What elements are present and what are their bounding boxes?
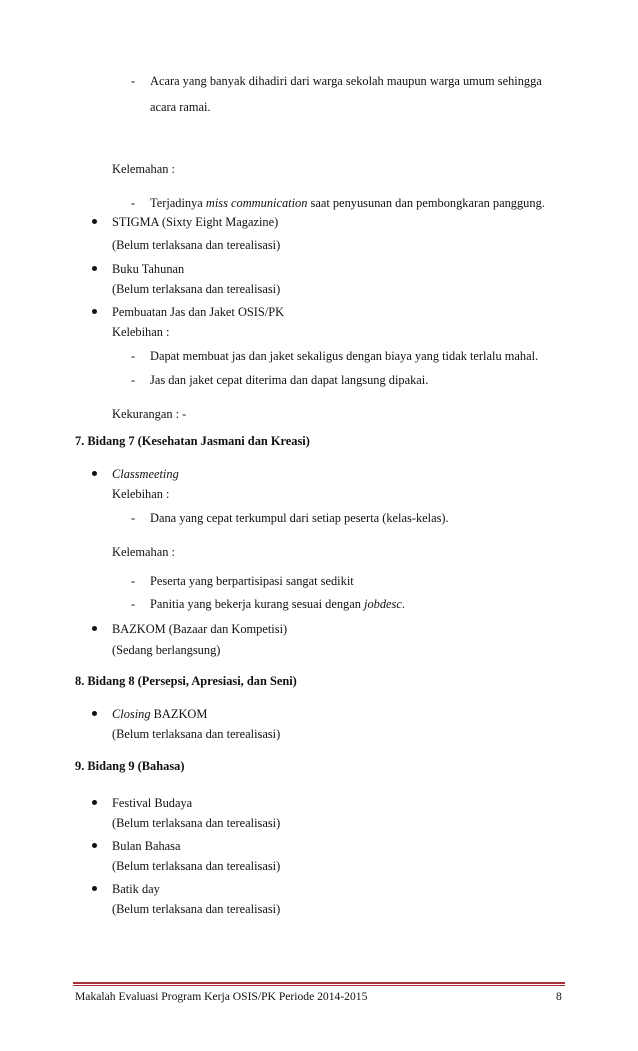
bullet-icon <box>92 886 97 891</box>
bullet-icon <box>92 219 97 224</box>
dash-marker: - <box>131 349 136 363</box>
dash-marker: - <box>131 597 136 611</box>
closing-status: (Belum terlaksana dan terealisasi) <box>112 727 281 741</box>
dash-marker: - <box>131 196 136 210</box>
buku-status: (Belum terlaksana dan terealisasi) <box>112 282 281 296</box>
kelebihan-label: Kelebihan : <box>112 487 170 501</box>
kelemahan-item: Terjadinya miss communication saat penyusunan dan pembongkaran panggung. <box>150 196 545 210</box>
bidang7-heading: 7. Bidang 7 (Kesehatan Jasmani dan Kreasi) <box>75 434 310 448</box>
bidang8-heading: 8. Bidang 8 (Persepsi, Apresiasi, dan Seni) <box>75 674 297 688</box>
bazkom-title: BAZKOM (Bazaar dan Kompetisi) <box>112 622 288 636</box>
bullet-icon <box>92 471 97 476</box>
bullet-icon <box>92 711 97 716</box>
bullet-icon <box>92 800 97 805</box>
festival-status: (Belum terlaksana dan terealisasi) <box>112 816 281 830</box>
kelemahan-label: Kelemahan : <box>112 545 175 559</box>
classmeeting-kelebihan-1: Dana yang cepat terkumpul dari setiap peserta (kelas-kelas). <box>150 511 449 525</box>
buku-title: Buku Tahunan <box>112 262 185 276</box>
bullet-icon <box>92 626 97 631</box>
festival-title: Festival Budaya <box>112 796 193 810</box>
intro-line-2: acara ramai. <box>150 100 211 114</box>
kekurangan-label: Kekurangan : - <box>112 407 187 421</box>
bullet-icon <box>92 266 97 271</box>
dash-marker: - <box>131 511 136 525</box>
classmeeting-title: Classmeeting <box>112 467 179 481</box>
bulan-bahasa-title: Bulan Bahasa <box>112 839 181 853</box>
intro-line-1: Acara yang banyak dihadiri dari warga sekolah maupun warga umum sehingga <box>150 74 542 88</box>
jas-kelebihan-1: Dapat membuat jas dan jaket sekaligus dengan biaya yang tidak terlalu mahal. <box>150 349 539 363</box>
kelebihan-label: Kelebihan : <box>112 325 170 339</box>
dash-marker: - <box>131 74 136 88</box>
bulan-bahasa-status: (Belum terlaksana dan terealisasi) <box>112 859 281 873</box>
bazkom-status: (Sedang berlangsung) <box>112 643 221 657</box>
batik-day-status: (Belum terlaksana dan terealisasi) <box>112 902 281 916</box>
stigma-title: STIGMA (Sixty Eight Magazine) <box>112 215 279 229</box>
jas-title: Pembuatan Jas dan Jaket OSIS/PK <box>112 305 285 319</box>
classmeeting-kelemahan-1: Peserta yang berpartisipasi sangat sedikit <box>150 574 354 588</box>
classmeeting-kelemahan-2: Panitia yang bekerja kurang sesuai dengan jobdesc. <box>150 597 405 611</box>
bidang9-heading: 9. Bidang 9 (Bahasa) <box>75 759 185 773</box>
closing-title: Closing BAZKOM <box>112 707 208 721</box>
bullet-icon <box>92 309 97 314</box>
footer-rule-thin <box>73 985 565 986</box>
kelemahan-label: Kelemahan : <box>112 162 175 176</box>
stigma-status: (Belum terlaksana dan terealisasi) <box>112 238 281 252</box>
footer-rule <box>73 982 565 984</box>
jas-kelebihan-2: Jas dan jaket cepat diterima dan dapat langsung dipakai. <box>150 373 429 387</box>
page-number: 8 <box>556 990 562 1003</box>
dash-marker: - <box>131 373 136 387</box>
bullet-icon <box>92 843 97 848</box>
batik-day-title: Batik day <box>112 882 160 896</box>
footer-title: Makalah Evaluasi Program Kerja OSIS/PK Periode 2014-2015 <box>75 990 368 1003</box>
dash-marker: - <box>131 574 136 588</box>
